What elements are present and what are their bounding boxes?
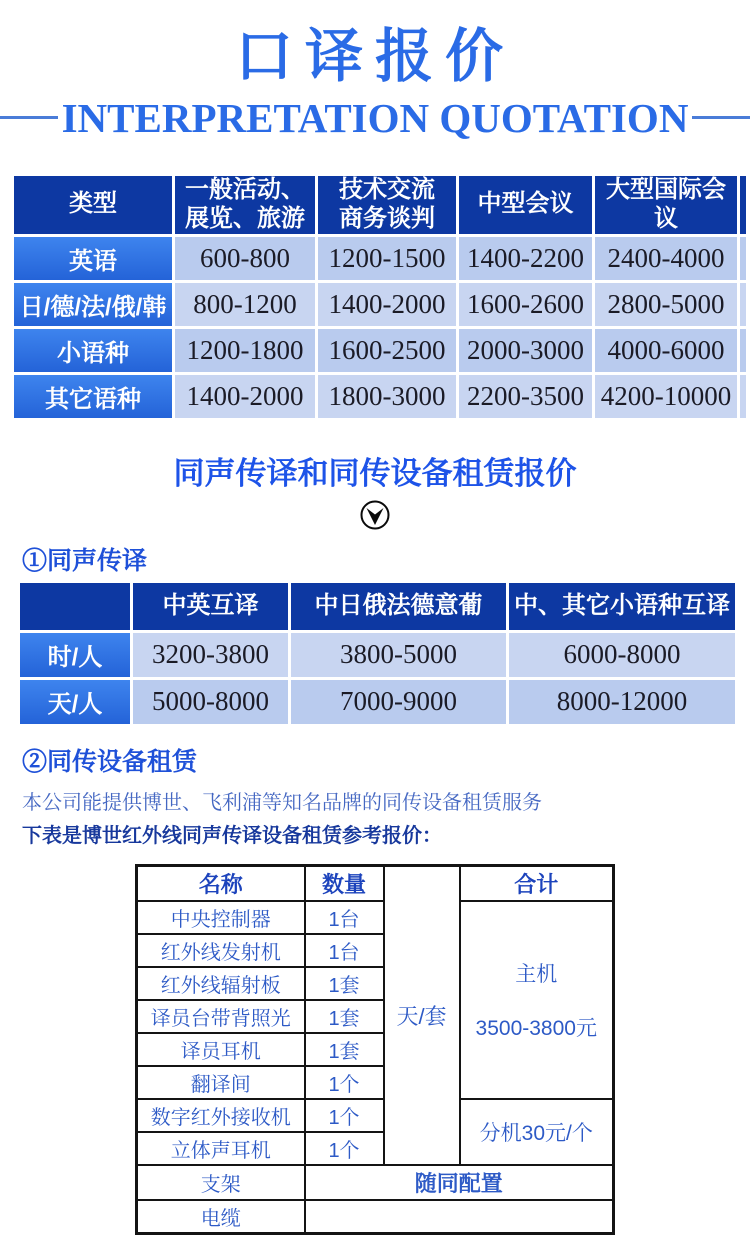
page-header <box>0 0 750 142</box>
price-cell: 4000-6000 <box>595 329 737 372</box>
row-label-english: 英语 <box>14 237 172 280</box>
item-qty: 1个 <box>305 1132 384 1165</box>
price-cell: 1400-2000 <box>175 375 315 418</box>
table-row <box>137 1099 614 1132</box>
subtitle-right-rule <box>692 116 750 119</box>
column-header-cn-en: 中英互译 <box>133 583 288 630</box>
footer-value-empty <box>305 1200 614 1234</box>
subtitle-row <box>0 94 750 142</box>
item-name: 红外线辐射板 <box>137 967 305 1000</box>
column-header-technical-exchange <box>318 176 456 234</box>
item-qty: 1套 <box>305 1000 384 1033</box>
item-name: 数字红外接收机 <box>137 1099 305 1132</box>
total-cell-main-unit <box>460 901 614 1099</box>
column-header-cn-multi: 中日俄法德意葡 <box>291 583 506 630</box>
simultaneous-pricing-table <box>20 583 750 724</box>
item-qty: 1台 <box>305 901 384 934</box>
table-row <box>137 1200 614 1234</box>
price-cell: 1400-2200 <box>459 237 592 280</box>
row-label-per-day: 天/人 <box>20 680 130 724</box>
column-header-qty: 数量 <box>305 865 384 901</box>
total-cell-receiver: 分机30元/个 <box>460 1099 614 1165</box>
price-cell: 3200-3800 <box>133 633 288 677</box>
table-right-edge-sliver <box>740 176 746 234</box>
item-qty: 1套 <box>305 1033 384 1066</box>
price-cell: 1200-1500 <box>318 237 456 280</box>
header-line: 展览、旅游 <box>185 204 305 232</box>
row-label-jp-de-fr-ru-kr: 日/德/法/俄/韩 <box>14 283 172 326</box>
item-name: 立体声耳机 <box>137 1132 305 1165</box>
price-cell: 2200-3500 <box>459 375 592 418</box>
price-cell: 1200-1800 <box>175 329 315 372</box>
equipment-note-brands: 本公司能提供博世、飞利浦等知名品牌的同传设备租赁服务 <box>22 791 542 814</box>
price-cell: 7000-9000 <box>291 680 506 724</box>
section-title: 同声传译和同传设备租赁报价 <box>173 455 577 491</box>
table-right-edge-sliver <box>740 375 746 418</box>
arrow-row <box>0 499 750 531</box>
table-right-edge-sliver <box>740 283 746 326</box>
header-line: 商务谈判 <box>339 204 435 232</box>
column-header-medium-conference: 中型会议 <box>459 176 592 234</box>
equipment-note-reference: 下表是博世红外线同声传译设备租赁参考报价： <box>22 824 442 847</box>
circled-down-arrow-icon <box>359 499 391 531</box>
equipment-rental-table <box>135 864 615 1235</box>
column-header-large-conference: 大型国际会议 <box>595 176 737 234</box>
table-right-edge-sliver <box>740 329 746 372</box>
interpretation-pricing-table <box>14 176 750 418</box>
simultaneous-heading: ①同声传译 <box>22 546 148 575</box>
footer-item-bracket: 支架 <box>137 1165 305 1200</box>
price-cell: 2800-5000 <box>595 283 737 326</box>
column-header-empty <box>20 583 130 630</box>
column-header-cn-minor: 中、其它小语种互译 <box>509 583 735 630</box>
price-cell: 6000-8000 <box>509 633 735 677</box>
column-header-general-activity <box>175 176 315 234</box>
item-name: 译员耳机 <box>137 1033 305 1066</box>
item-name: 中央控制器 <box>137 901 305 934</box>
table-row <box>137 901 614 934</box>
item-qty: 1个 <box>305 1099 384 1132</box>
unit-cell-day-per-set: 天/套 <box>384 865 460 1165</box>
table-row <box>137 1165 614 1200</box>
row-label-minor-languages: 小语种 <box>14 329 172 372</box>
column-header-total: 合计 <box>460 865 614 901</box>
price-cell: 4200-10000 <box>595 375 737 418</box>
total-main-price: 3500-3800元 <box>475 1016 597 1040</box>
item-name: 翻译间 <box>137 1066 305 1099</box>
page-subtitle: INTERPRETATION QUOTATION <box>61 94 689 141</box>
price-cell: 2400-4000 <box>595 237 737 280</box>
footer-item-cable: 电缆 <box>137 1200 305 1234</box>
equipment-heading: ②同传设备租赁 <box>22 747 198 776</box>
price-cell: 1800-3000 <box>318 375 456 418</box>
item-qty: 1台 <box>305 934 384 967</box>
price-cell: 1600-2600 <box>459 283 592 326</box>
header-line: 技术交流 <box>339 176 435 204</box>
item-qty: 1个 <box>305 1066 384 1099</box>
column-header-name: 名称 <box>137 865 305 901</box>
price-cell: 1400-2000 <box>318 283 456 326</box>
total-main-label: 主机 <box>515 962 558 986</box>
price-cell: 2000-3000 <box>459 329 592 372</box>
price-cell: 3800-5000 <box>291 633 506 677</box>
price-cell: 800-1200 <box>175 283 315 326</box>
price-cell: 8000-12000 <box>509 680 735 724</box>
row-label-per-hour: 时/人 <box>20 633 130 677</box>
page-title: 口译报价 <box>234 24 515 89</box>
subtitle-left-rule <box>0 116 58 119</box>
item-qty: 1套 <box>305 967 384 1000</box>
column-header-type: 类型 <box>14 176 172 234</box>
item-name: 译员台带背照光 <box>137 1000 305 1033</box>
price-cell: 5000-8000 <box>133 680 288 724</box>
row-label-other-languages: 其它语种 <box>14 375 172 418</box>
footer-value-included: 随同配置 <box>305 1165 614 1200</box>
price-cell: 600-800 <box>175 237 315 280</box>
item-name: 红外线发射机 <box>137 934 305 967</box>
header-line: 一般活动、 <box>185 176 305 204</box>
table-right-edge-sliver <box>740 237 746 280</box>
table-row <box>137 865 614 901</box>
price-cell: 1600-2500 <box>318 329 456 372</box>
